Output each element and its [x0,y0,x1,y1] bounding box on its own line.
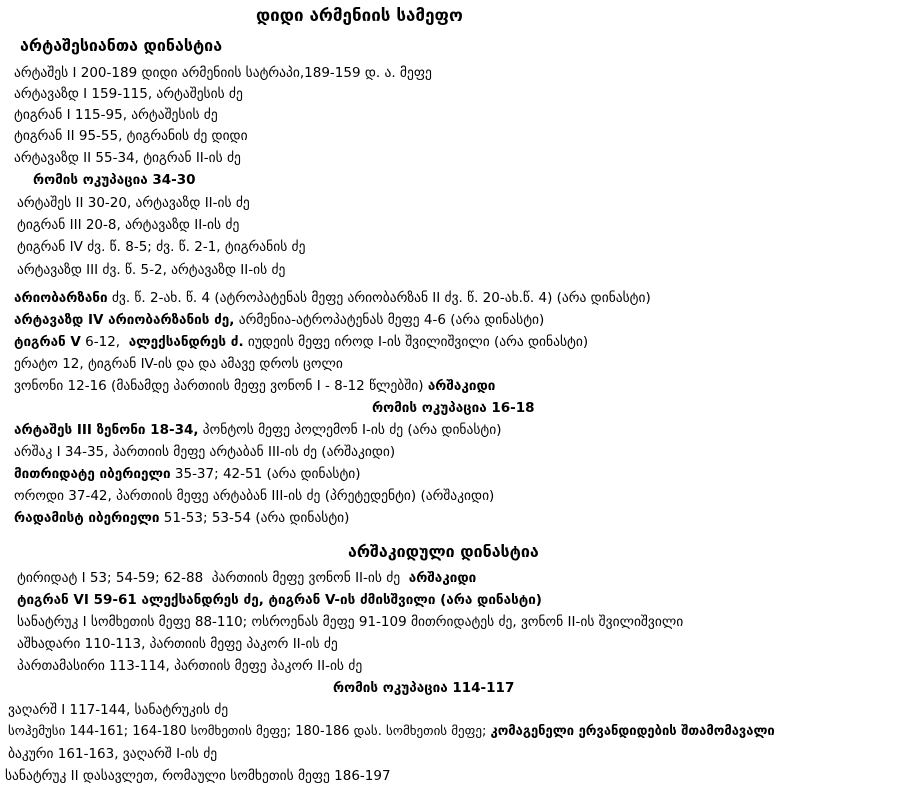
list-item-tigran5 [14,333,588,351]
roman-occupation-1: რომის ოკუპაცია 34-30 [33,172,196,188]
list-item-partamasiri: პართამასირი 113-114, პართიის მეფე პაკორ II-ის ძე [17,658,363,674]
ruler-parent: ალექსანდრეს ძ. [128,334,244,350]
ruler-details: პონტოს მეფე პოლემონ I-ის ძე (არა დინასტი) [198,422,502,438]
dynasty-label: არშაკიდი [408,570,477,586]
ruler-details: არმენია-ატროპატენას მეფე 4-6 (არა დინასტი) [234,312,545,328]
list-item: ტიგრან II 95-55, ტიგრანის ძე დიდი [14,128,248,144]
list-item-sanatruk2: სანატრუკ II დასავლეთ, რომაული სომხეთის მეფე 186-197 [5,768,391,784]
ruler-details: 6-12, [80,334,129,350]
list-item-arshak: არშაკ I 34-35, პართიის მეფე არტაბან III-ის ძე (არშაკიდი) [14,444,396,460]
list-item: არტავაზდ I 159-115, არტაშესის ძე [14,86,243,102]
ruler-name: მითრიდატე იბერიელი [14,466,171,482]
lineage-label: კომაგენელი ერვანდიდების შთამომავალი [490,724,775,739]
list-item-artavazd4 [14,311,544,329]
list-item-vagharsh: ვაღარშ I 117-144, სანატრუკის ძე [8,702,229,718]
list-item-mithridates [14,465,361,483]
list-item-ariobarzan [14,289,651,307]
list-item-bakuri: ბაკური 161-163, ვაღარშ I-ის ძე [8,746,218,762]
section-heading-arshakid: არშაკიდული დინასტია [348,542,539,561]
list-item-sanatruk: სანატრუკ I სომხეთის მეფე 88-110; ოსროენას მეფე 91-109 მითრიდატეს ძე, ვონონ II-ის შვილიშვილი [17,614,684,630]
list-item: ტიგრან IV ძვ. წ. 8-5; ძვ. წ. 2-1, ტიგრანის ძე [17,239,306,255]
list-item-radamist [14,509,349,527]
ruler-name: არტაშეს III ზენონი 18-34, [14,422,199,438]
roman-occupation-2: რომის ოკუპაცია 16-18 [372,400,535,416]
list-item: არტაშეს II 30-20, არტავაზდ II-ის ძე [17,195,250,211]
ruler-details: ვონონი 12-16 (მანამდე პართიის მეფე ვონონ I - 8-12 წლებში) [14,378,428,394]
ruler-name: არტავაზდ IV არიობარზანის ძე, [14,312,235,328]
list-item-sohaem [8,723,775,741]
ruler-details: სოჰემუსი 144-161; 164-180 სომხეთის მეფე; 180-186 დას. სომხეთის მეფე; [8,724,491,739]
ruler-name: ტიგრან V [14,334,81,350]
ruler-details: 35-37; 42-51 (არა დინასტი) [170,466,361,482]
list-item-ashadar: აშხადარი 110-113, პართიის მეფე პაკორ II-ის ძე [17,636,338,652]
list-item-tiridat [17,569,476,587]
list-item-artashes3 [14,421,501,439]
ruler-name: არიობარზანი [14,290,108,306]
roman-occupation-3: რომის ოკუპაცია 114-117 [333,680,515,696]
list-item: არტავაზდ III ძვ. წ. 5-2, არტავაზდ II-ის ძე [17,262,286,278]
list-item: არტაშეს I 200-189 დიდი არმენიის სატრაპი,189-159 დ. ა. მეფე [14,65,432,81]
ruler-details: იუდეის მეფე იროდ I-ის შვილიშვილი (არა დინასტი) [243,334,589,350]
list-item-erato: ერატო 12, ტიგრან IV-ის და და ამავე დროს ცოლი [14,356,343,372]
ruler-details: 51-53; 53-54 (არა დინასტი) [159,510,350,526]
list-item: არტავაზდ II 55-34, ტიგრან II-ის ძე [14,150,241,166]
list-item-tigran6: ტიგრან VI 59-61 ალექსანდრეს ძე, ტიგრან V-ის ძმისშვილი (არა დინასტი) [17,592,542,608]
ruler-details: ძვ. წ. 2-ახ. წ. 4 (ატროპატენას მეფე არიობარზან II ძვ. წ. 20-ახ.წ. 4) (არა დინასტი) [107,290,651,306]
page-title: დიდი არმენიის სამეფო [256,6,463,26]
list-item-vonon [14,377,495,395]
ruler-name: რადამისტ იბერიელი [14,510,160,526]
section-heading-artashesid: არტაშესიანთა დინასტია [20,36,223,55]
list-item-orode: ოროდი 37-42, პართიის მეფე არტაბან III-ის ძე (პრეტედენტი) (არშაკიდი) [14,488,495,504]
list-item: ტიგრან III 20-8, არტავაზდ II-ის ძე [17,217,240,233]
ruler-details: ტირიდატ I 53; 54-59; 62-88 პართიის მეფე ვონონ II-ის ძე [17,570,409,586]
dynasty-label: არშაკიდი [427,378,496,394]
list-item: ტიგრან I 115-95, არტაშესის ძე [14,107,218,123]
